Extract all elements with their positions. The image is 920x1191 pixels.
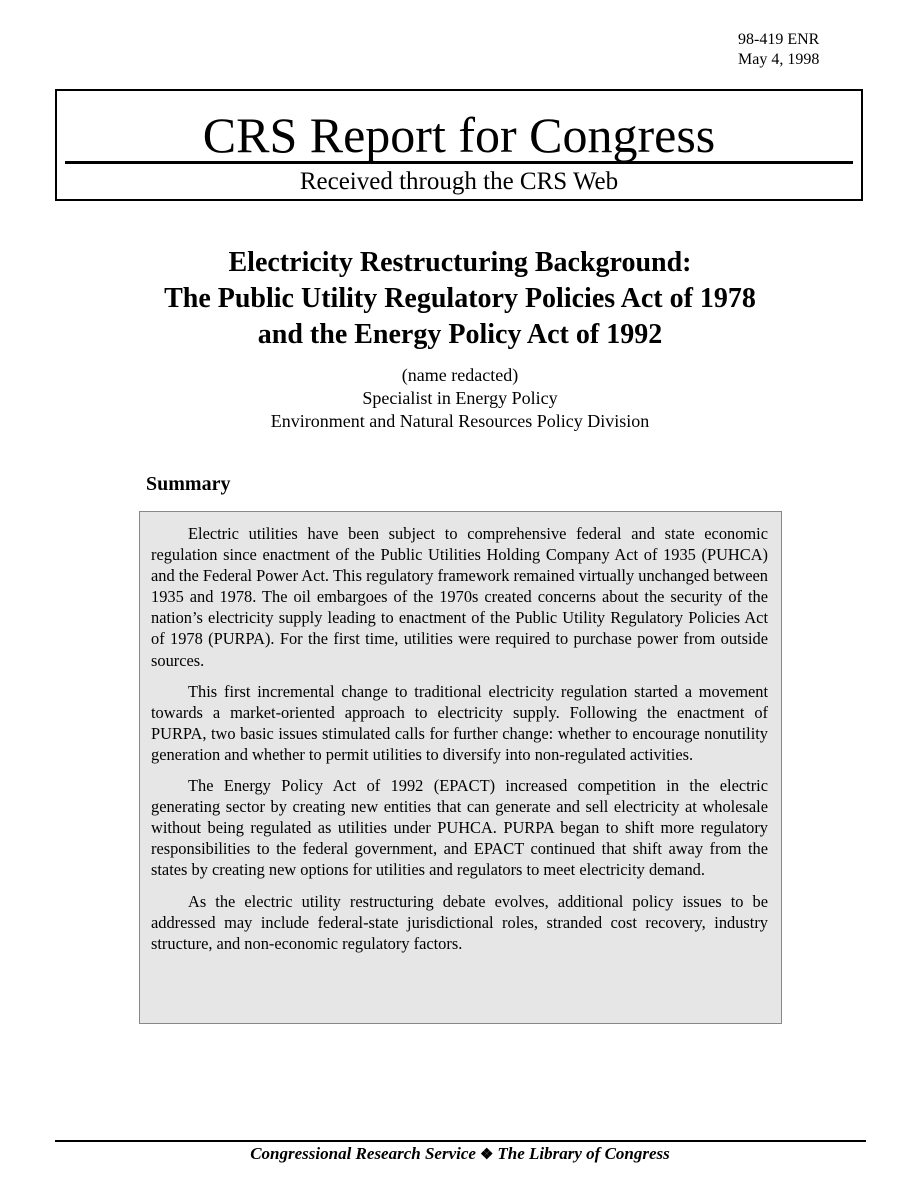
report-number: 98-419 ENR [738,31,820,48]
summary-paragraph: Electric utilities have been subject to comprehensive federal and state economic regulation since enactment of the Public Utilities Holding Company Act of 1935 (PUHCA) and the Federal Power Act. This regulatory framework remained virtually unchanged between 1935 and 1978. The oil embargoes of the 1970s created concerns about the security of the nation’s electricity supply leading to enactment of the Public Utility Regulatory Policies Act of 1978 (PURPA). For the first time, utilities were required to purchase power from outside sources. [151,524,768,670]
footer-divider [55,1140,866,1142]
diamond-separator-icon: ❖ [479,1147,494,1163]
footer-crs: Congressional Research Service [250,1144,476,1163]
document-title [60,245,860,353]
summary-paragraph: As the electric utility restructuring debate evolves, additional policy issues to be addressed may include federal-state jurisdictional roles, stranded cost recovery, industry structure, and non-economic regulatory factors. [151,891,768,953]
report-header-subtitle: Received through the CRS Web [299,168,619,195]
author-name: (name redacted) [401,365,519,385]
report-header-title: CRS Report for Congress [202,107,716,163]
summary-paragraph: This first incremental change to traditional electricity regulation started a movement towards a market-oriented approach to electricity supply. Following the enactment of PURPA, two basic issues stimulated calls for further change: whether to encourage nonutility generation and whether to permit utilities to diversify into non-regulated activities. [151,681,768,764]
summary-paragraph: The Energy Policy Act of 1992 (EPACT) increased competition in the electric generating sector by creating new entities that can generate and sell electricity at wholesale without being regulated as utilities under PUHCA. PURPA began to shift more regulatory responsibilities to the federal government, and EPACT continued that shift away from the states by creating new options for utilities and regulators to meet electricity demand. [151,776,768,880]
title-line: Electricity Restructuring Background: [228,247,692,278]
author-block [60,364,860,433]
report-identifier [738,30,868,70]
title-line: The Public Utility Regulatory Policies Act of 1978 [164,283,756,314]
footer-loc: The Library of Congress [497,1144,670,1163]
header-divider [65,161,853,164]
report-header-box [55,89,863,201]
report-date: May 4, 1998 [738,51,820,68]
summary-heading: Summary [146,473,231,495]
page-footer [0,1143,920,1166]
title-line: and the Energy Policy Act of 1992 [257,319,663,350]
summary-box [139,511,782,1024]
author-title: Specialist in Energy Policy [362,388,558,408]
author-division: Environment and Natural Resources Policy Division [270,411,650,431]
